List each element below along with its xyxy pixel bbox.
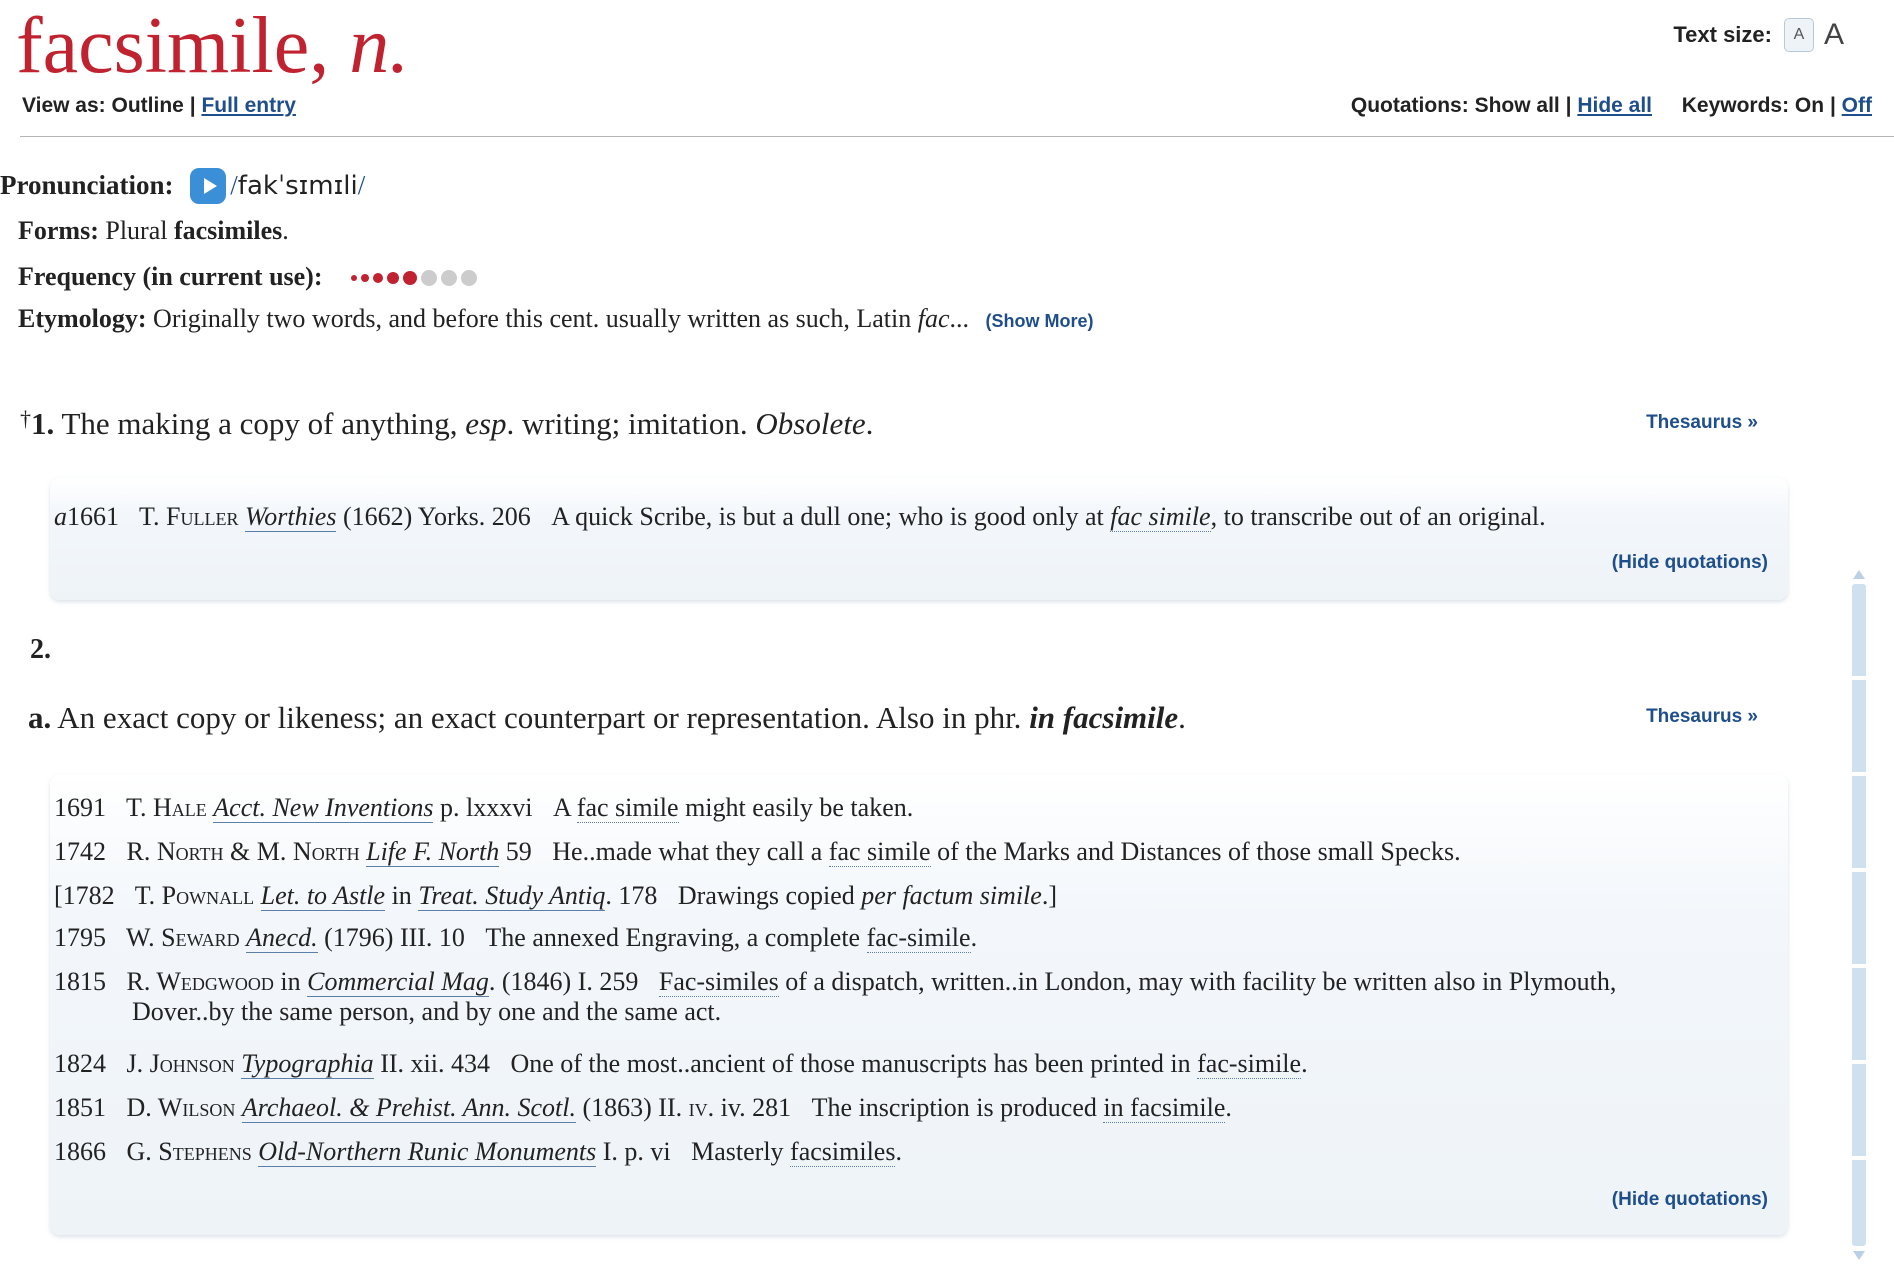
view-full-entry-link[interactable]: Full entry [201,94,296,117]
sense-2a-definition: a. An exact copy or likeness; an exact counterpart or representation. Also in phr. in facsimile. [28,700,1186,735]
quotation-source: p. lxxxvi [439,793,533,822]
quotation-keyword: Fac-similes [658,967,779,996]
sense-2a-quotations-box [50,775,1788,1235]
quotation-date: 1742 [54,837,106,866]
frequency-dot-empty [421,270,437,286]
sense-1-quotations-box [50,478,1788,600]
quotation-author: T. Hale [126,793,207,822]
sense-1-thesaurus-link[interactable]: Thesaurus » [1646,412,1758,433]
quotation-title-link-2[interactable]: Treat. Study Antiq [418,881,606,910]
text-size-label: Text size: [1673,22,1772,47]
quotation-row [54,837,1461,867]
quotation-text: One of the most..ancient of those manuscripts has been printed in fac-simile. [510,1049,1308,1078]
frequency-dot-filled [387,272,399,284]
frequency-dot-filled [361,274,369,282]
quotation-title-link[interactable]: Commercial Mag [307,967,489,996]
frequency-dot-empty [441,270,457,286]
quotation-source: . 178 [605,881,658,910]
quotation-title-link[interactable]: Life F. North [366,837,500,866]
quotation-row [54,1049,1308,1079]
quotation-date: 1866 [54,1137,106,1166]
quotation-title-link[interactable]: Typographia [241,1049,374,1078]
part-of-speech: n. [349,2,410,90]
pronunciation-ipa: fakˈsɪmɪli [237,171,358,202]
view-separator: | [189,94,196,117]
keywords-off-link[interactable]: Off [1841,94,1872,117]
sense-2a-hide-quotations-link[interactable]: (Hide quotations) [1611,1189,1768,1210]
scroll-down-arrow-icon[interactable] [1853,1251,1865,1260]
frequency-dot-filled [351,275,357,281]
quotation-source: (1796) III. 10 [324,923,465,952]
quotation-source: II. xii. 434 [380,1049,490,1078]
quotation-author: R. North & M. North [126,837,360,866]
keywords-on-current: On [1794,94,1825,117]
pronunciation-row: Pronunciation: /fakˈsɪmɪli/ [0,170,365,206]
quotation-row [54,967,1616,1027]
quotation-row [54,1137,902,1167]
quotation-date: [1782 [54,881,115,910]
pronunciation-label: Pronunciation: [0,170,174,201]
quotation-author: R. Wedgwood in [126,967,301,996]
etymology-label: Etymology: [18,304,147,333]
sense-2a-phrase: in facsimile [1029,700,1179,735]
quotation-text: He..made what they call a fac simile of the Marks and Distances of those small Specks. [552,837,1461,866]
scroll-up-arrow-icon[interactable] [1853,570,1865,579]
quotation-date: 1795 [54,923,106,952]
frequency-row [18,262,481,294]
quotation-source: (1662) Yorks. 206 [342,502,531,531]
quotation-text: A quick Scribe, is but a dull one; who is good only at fac simile, to transcribe out of an original. [551,502,1546,531]
forms-label: Forms: [18,216,99,245]
scrollbar[interactable] [1852,570,1866,1260]
etymology-show-more-link[interactable]: (Show More) [985,311,1094,331]
quotation-text: The annexed Engraving, a complete fac-simile. [485,923,978,952]
quotation-keyword-controls [1351,94,1872,118]
quotation-source: . (1846) I. 259 [488,967,639,996]
quotation-text: Masterly facsimiles. [691,1137,902,1166]
quotation-author: J. Johnson [126,1049,235,1078]
sense-2-number: 2. [30,634,51,665]
text-size-small-button[interactable]: A [1784,18,1814,52]
quotation-row [54,1093,1232,1123]
quotations-show-all-current: Show all [1474,94,1560,117]
quotation-author: W. Seward [126,923,240,952]
quotation-author: T. Pownall [134,881,255,910]
quotation-row [54,502,1546,532]
quotations-separator: | [1565,94,1572,117]
keywords-separator: | [1829,94,1836,117]
view-as-label: View as: [22,94,106,117]
text-size-control [1673,18,1844,52]
view-as-bar [22,94,296,118]
header-divider [20,136,1894,137]
quotation-text: A fac simile might easily be taken. [552,793,914,822]
view-outline-current: Outline [111,94,184,117]
quotation-keyword: facsimiles [790,1137,896,1166]
quotation-text: The inscription is produced in facsimile. [811,1093,1232,1122]
quotation-text: Fac-similes of a dispatch, written..in London, may with facility be written also in Plymouth, [658,967,1617,996]
quotation-author: D. Wilson [126,1093,236,1122]
frequency-dot-empty [461,270,477,286]
quotation-author: T. Fuller [139,502,239,531]
quotation-date: 1824 [54,1049,106,1078]
sense-2a-thesaurus-link[interactable]: Thesaurus » [1646,706,1758,727]
quotation-keyword: fac simile [576,793,679,822]
quotation-title-link[interactable]: Old-Northern Runic Monuments [258,1137,597,1166]
quotation-title-link[interactable]: Archaeol. & Prehist. Ann. Scotl. [241,1093,576,1122]
frequency-dot-filled [403,271,417,285]
quotations-hide-all-link[interactable]: Hide all [1577,94,1653,117]
play-icon[interactable] [190,168,226,204]
quotation-keyword: fac simile [828,837,931,866]
frequency-dots [351,261,481,291]
quotation-row: [1782 T. Pownall Let. to Astle in Treat. Study Antiq. 178 Drawings copied per factum simile.] [54,881,1057,910]
sense-1-number: 1. [31,406,55,441]
forms-plural: facsimiles [173,216,283,245]
quotation-title-link[interactable]: Worthies [244,502,337,531]
etymology-text: Originally two words, and before this cent. usually written as such, Latin [153,304,912,333]
quotation-keyword: fac-simile [1197,1049,1302,1078]
quotation-text: Drawings copied per factum simile.] [677,881,1057,910]
quotation-title-link[interactable]: Let. to Astle [260,881,386,910]
sense-1-definition: †1. The making a copy of anything, esp. writing; imitation. Obsolete. [20,406,874,441]
quotation-source: 59 [505,837,532,866]
quotation-text-continuation: Dover..by the same person, and by one and the same act. [132,997,722,1026]
etymology-row: Etymology: Originally two words, and before this cent. usually written as such, Latin fac... (Show More) [18,304,1094,333]
quotation-keyword: fac-simile [866,923,971,952]
quotation-author: G. Stephens [126,1137,252,1166]
headword-text: facsimile, [16,2,330,90]
quotation-keyword: in facsimile [1103,1093,1226,1122]
sense-2a-letter: a. [28,700,52,735]
scrollbar-track[interactable] [1852,584,1866,1246]
quotation-title-link[interactable]: Anecd. [246,923,318,952]
sense-1-hide-quotations-link[interactable]: (Hide quotations) [1611,552,1768,573]
quotation-date: a1661 [54,502,119,531]
frequency-label: Frequency (in current use): [18,262,323,291]
quotations-label: Quotations: [1350,94,1469,117]
frequency-dot-filled [373,273,383,283]
quotation-source: I. p. vi [602,1137,671,1166]
quotation-keyword: fac simile [1110,502,1211,531]
etymology-italic: fac [917,304,950,333]
quotation-row [54,923,977,953]
forms-text: Plural [105,216,168,245]
text-size-large-button[interactable]: A [1823,18,1844,51]
forms-row: Forms: Plural facsimiles. [18,216,289,245]
obsolete-dagger: † [20,406,31,431]
headword [16,0,409,92]
keywords-label: Keywords: [1681,94,1790,117]
quotation-date: 1815 [54,967,106,996]
quotation-row [54,793,913,823]
quotation-date: 1691 [54,793,106,822]
quotation-date: 1851 [54,1093,106,1122]
quotation-source: (1863) II. iv. iv. 281 [582,1093,792,1122]
quotation-title-link[interactable]: Acct. New Inventions [213,793,434,822]
